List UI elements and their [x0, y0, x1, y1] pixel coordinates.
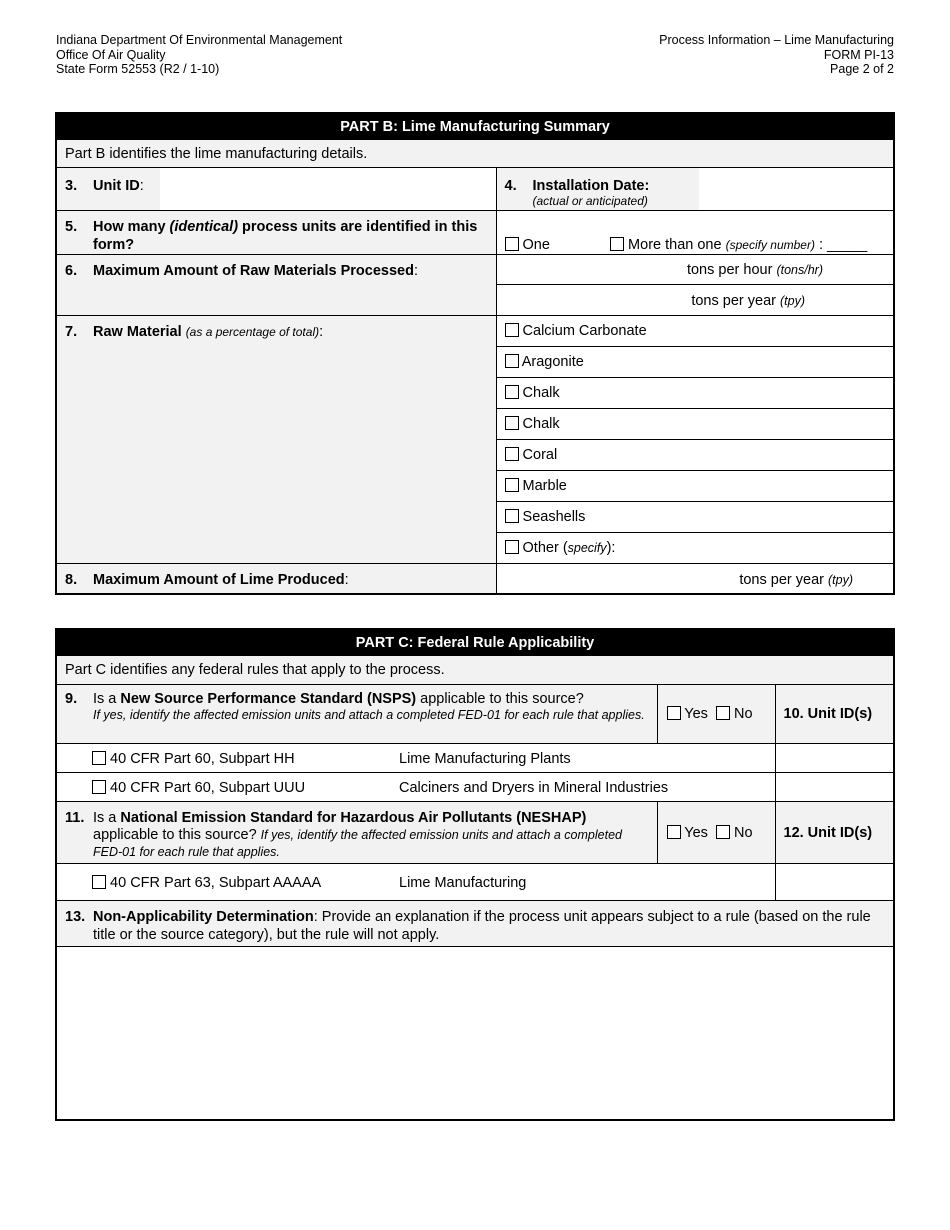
q11-number: 11.: [65, 810, 85, 826]
q3-label-text: Unit ID: [93, 178, 140, 194]
q11-pre: Is a: [93, 810, 121, 826]
material-label: Chalk: [522, 416, 560, 432]
q9-post: applicable to this source?: [416, 691, 584, 707]
q11-neshap: National Emission Standard for Hazardous Air Pollutants (NESHAP): [120, 810, 587, 826]
nsps-uuu-unit-ids[interactable]: [775, 773, 894, 802]
q5-em: (identical): [169, 219, 239, 235]
part-c-title: PART C: Federal Rule Applicability: [56, 629, 894, 656]
material-label: Marble: [522, 478, 567, 494]
q11-post: applicable to this source?: [93, 827, 261, 843]
one-option-label: One: [522, 237, 550, 253]
part-c-intro: [56, 656, 894, 685]
page-number: Page 2 of 2: [830, 62, 894, 76]
neshap-aaaaa-unit-ids[interactable]: [775, 864, 894, 901]
q11-note: If yes, identify the affected emission units and attach a completed FED-01 for each rule that applies.: [93, 828, 622, 859]
header-right: [659, 33, 894, 77]
q8-label-text: Maximum Amount of Lime Produced: [93, 572, 345, 588]
q13-question: [56, 901, 894, 947]
q9-pre: Is a: [93, 691, 121, 707]
lime-produced-field[interactable]: [496, 564, 894, 594]
q11-yes-label: Yes: [684, 824, 708, 841]
q6-tons-per-year-label: tons per year: [691, 293, 776, 309]
nsps-rule-cfr[interactable]: [92, 744, 397, 773]
header-left: [56, 33, 342, 77]
q7-label: [56, 316, 496, 564]
nsps-hh-desc: Lime Manufacturing Plants: [399, 751, 571, 767]
q3-label: [56, 168, 160, 211]
q11-yes-no: [657, 802, 775, 864]
q7-note: (as a percentage of total): [185, 325, 320, 339]
material-label: Seashells: [522, 509, 586, 525]
lime-tons-per-year-label: tons per year: [739, 572, 824, 588]
q8-number: 8.: [65, 572, 78, 588]
q9-note: If yes, identify the affected emission units and attach a completed FED-01 for each rule that applies.: [93, 708, 645, 722]
office-name: Office Of Air Quality: [56, 47, 166, 62]
nsps-rule-desc: [397, 744, 775, 773]
q6-label-text: Maximum Amount of Raw Materials Processed: [93, 263, 414, 279]
part-b-intro: [56, 140, 894, 168]
q7-colon: :: [319, 324, 324, 340]
q6-colon: :: [413, 263, 418, 279]
q9-number: 9.: [65, 691, 78, 707]
material-row[interactable]: [496, 502, 894, 533]
q12-unit-ids-header: 12. Unit ID(s): [775, 802, 894, 864]
material-row[interactable]: [496, 347, 894, 378]
q9-nsps: New Source Performance Standard (NSPS): [120, 691, 417, 707]
q7-label-text: Raw Material: [93, 324, 182, 340]
material-checkbox[interactable]: [505, 385, 519, 399]
q3-colon: :: [139, 178, 144, 194]
q3-number: 3.: [65, 178, 78, 194]
spacer: [56, 773, 92, 802]
form-id: FORM PI-13: [823, 47, 894, 62]
q8-label: [56, 564, 496, 594]
neshap-rule-cfr[interactable]: [92, 864, 397, 901]
q4-sublabel: (actual or anticipated): [532, 194, 648, 208]
other-material-checkbox[interactable]: [505, 540, 519, 554]
material-label: Coral: [522, 447, 558, 463]
material-label: Calcium Carbonate: [522, 323, 647, 339]
nsps-rule-cfr[interactable]: [92, 773, 397, 802]
q11-no-label: No: [734, 824, 753, 841]
part-b-table: [55, 112, 895, 595]
q4-label-text: Installation Date:: [532, 178, 650, 194]
neshap-rule-desc: [397, 864, 775, 901]
other-pre: Other (: [522, 540, 568, 556]
q7-number: 7.: [65, 324, 78, 340]
q6-tons-per-year-abbr: (tpy): [780, 294, 805, 308]
q9-no-checkbox[interactable]: [716, 706, 730, 720]
neshap-aaaaa-label: 40 CFR Part 63, Subpart AAAAA: [110, 875, 322, 891]
material-row[interactable]: [496, 316, 894, 347]
material-checkbox[interactable]: [505, 478, 519, 492]
q5-pre: How many: [93, 219, 170, 235]
part-c-intro-text: Part C identifies any federal rules that apply to the process.: [65, 662, 445, 678]
material-label: Chalk: [522, 385, 560, 401]
material-row-other[interactable]: [496, 533, 894, 564]
q13-text: : Provide an explanation if the process unit appears subject to a rule (based on the rule title or the source category), but the rule will not apply.: [93, 909, 871, 943]
q5-number: 5.: [65, 219, 78, 235]
tons-per-hour-abbr: (tons/hr): [776, 263, 823, 277]
q6-tons-per-year-field[interactable]: [496, 285, 894, 316]
part-b-title: PART B: Lime Manufacturing Summary: [56, 113, 894, 140]
nsps-uuu-label: 40 CFR Part 60, Subpart UUU: [110, 780, 306, 796]
other-specify: specify: [567, 541, 607, 555]
material-checkbox[interactable]: [505, 354, 519, 368]
material-row[interactable]: [496, 409, 894, 440]
material-checkbox[interactable]: [505, 416, 519, 430]
material-checkbox[interactable]: [505, 447, 519, 461]
specify-number-note: (specify number): [725, 238, 815, 252]
unit-id-input[interactable]: [160, 168, 496, 211]
q5-options: [496, 211, 894, 255]
neshap-aaaaa-desc: Lime Manufacturing: [399, 875, 527, 891]
q9-yes-label: Yes: [684, 706, 708, 722]
q6-label: [56, 255, 496, 316]
material-checkbox[interactable]: [505, 509, 519, 523]
q10-unit-ids-header: 10. Unit ID(s): [775, 685, 894, 744]
q11-question: [56, 802, 657, 864]
material-checkbox[interactable]: [505, 323, 519, 337]
tons-per-hour-label: tons per hour: [686, 262, 773, 278]
non-applicability-explanation-field[interactable]: [56, 947, 894, 1120]
material-row[interactable]: [496, 471, 894, 502]
q8-colon: :: [344, 572, 349, 588]
q5-post: process units are identified in this form?: [93, 219, 478, 253]
tons-per-hour-field[interactable]: [496, 255, 894, 285]
q9-yes-no: [657, 685, 775, 744]
q9-question: [56, 685, 657, 744]
spacer: [56, 744, 92, 773]
q13-title: Non-Applicability Determination: [93, 909, 314, 925]
neshap-aaaaa-checkbox[interactable]: [92, 875, 106, 889]
nsps-hh-checkbox[interactable]: [92, 751, 106, 765]
specify-number-blank[interactable]: : _____: [814, 237, 868, 253]
q5-label: [56, 211, 496, 255]
lime-tpy-abbr: (tpy): [828, 573, 853, 587]
q13-number: 13.: [65, 909, 86, 925]
form-title: Process Information – Lime Manufacturing: [659, 33, 894, 47]
q9-yes-checkbox[interactable]: [667, 706, 681, 720]
q11-yes-checkbox[interactable]: [667, 825, 681, 839]
agency-name: Indiana Department Of Environmental Management: [56, 33, 343, 47]
nsps-hh-label: 40 CFR Part 60, Subpart HH: [110, 751, 295, 767]
part-b-intro-text: Part B identifies the lime manufacturing details.: [65, 145, 368, 162]
spacer: [56, 864, 92, 901]
nsps-hh-unit-ids[interactable]: [775, 744, 894, 773]
nsps-uuu-checkbox[interactable]: [92, 780, 106, 794]
material-label: Aragonite: [521, 354, 584, 370]
q4-label: [496, 168, 699, 211]
installation-date-input[interactable]: [699, 168, 894, 211]
q6-number: 6.: [65, 263, 78, 279]
nsps-rule-desc: [397, 773, 775, 802]
state-form-number: State Form 52553 (R2 / 1-10): [56, 62, 220, 76]
q9-no-label: No: [734, 706, 753, 722]
other-post: ):: [606, 540, 616, 556]
one-checkbox[interactable]: [505, 237, 519, 251]
more-than-one-label: More than one: [628, 237, 722, 253]
q11-no-checkbox[interactable]: [716, 825, 730, 839]
part-c-table: [55, 628, 895, 1121]
material-row[interactable]: [496, 378, 894, 409]
material-row[interactable]: [496, 440, 894, 471]
q4-number: 4.: [504, 178, 517, 194]
nsps-uuu-desc: Calciners and Dryers in Mineral Industries: [399, 780, 669, 796]
more-than-one-checkbox[interactable]: [610, 237, 624, 251]
